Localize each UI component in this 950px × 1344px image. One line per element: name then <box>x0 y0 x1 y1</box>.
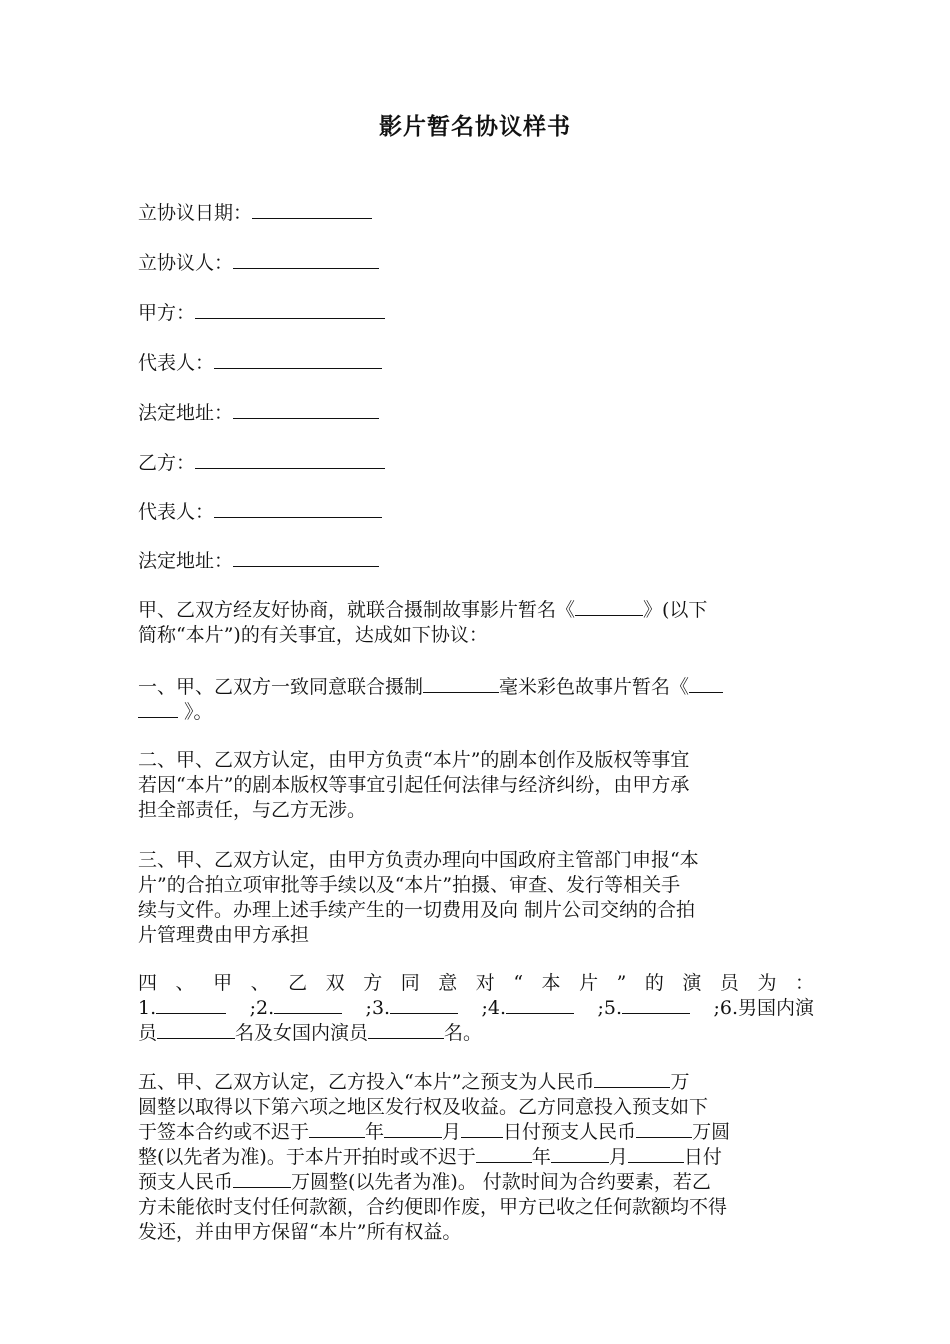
clause-text: 万 <box>670 1071 690 1093</box>
blank-line <box>233 400 379 419</box>
intro-text: 》(以下 <box>643 599 708 621</box>
blank-line <box>233 1170 291 1188</box>
clause-text: 日付预支人民币 <box>503 1121 637 1143</box>
clause-text: 整(以先者为准)。于本片开拍时或不迟于 <box>138 1146 476 1168</box>
clause-4 <box>138 971 814 1046</box>
field-label: 代表人： <box>138 501 215 523</box>
clause-text: 方未能依时支付任何款额，合约便即作废，甲方已收之任何款额均不得 <box>138 1196 728 1218</box>
clause-text: 发还，并由甲方保留“本片”所有权益。 <box>138 1221 462 1243</box>
blank-line <box>368 1021 444 1039</box>
blank-line <box>233 250 379 269</box>
clause-char: 员 <box>719 972 739 994</box>
clause-text: 若因“本片”的剧本版权等事宜引起任何法律与经济纠纷，由甲方承 <box>138 774 690 796</box>
blank-line <box>461 1120 503 1138</box>
blank-line <box>274 996 342 1014</box>
clause-text: ;2. <box>249 997 275 1019</box>
blank-line <box>214 350 382 369</box>
clause-text: 担全部责任，与乙方无涉。 <box>138 799 367 821</box>
clause-text: 年 <box>531 1146 551 1168</box>
blank-line <box>233 548 379 567</box>
blank-line <box>138 700 178 718</box>
party-a-field <box>138 300 385 326</box>
clause-char: “ <box>513 972 524 994</box>
clause-1 <box>138 675 814 725</box>
clause-text: 圆整以取得以下第六项之地区发行权及收益。乙方同意投入预支如下 <box>138 1096 709 1118</box>
clause-4-first-line <box>138 971 814 996</box>
clause-text: 三、甲、乙双方认定，由甲方负责办理向中国政府主管部门申报“本 <box>138 849 699 871</box>
intro-text: 甲、乙双方经友好协商，就联合摄制故事影片暂名《 <box>138 599 576 621</box>
blank-line <box>506 996 574 1014</box>
clause-text: 年 <box>365 1121 385 1143</box>
field-label: 立协议人： <box>138 252 234 274</box>
intro-text: 简称“本片”)的有关事宜，达成如下协议： <box>138 624 488 646</box>
clause-char: 的 <box>644 972 664 994</box>
clause-text: 预支人民币 <box>138 1171 234 1193</box>
parties-field <box>138 250 379 276</box>
document-title: 影片暂名协议样书 <box>379 113 571 140</box>
party-a-representative-field <box>138 350 382 376</box>
clause-text: 片”的合拍立项审批等手续以及“本片”拍摄、审查、发行等相关手 <box>138 874 681 896</box>
clause-text: 毫米彩色故事片暂名《 <box>499 676 690 698</box>
clause-char: 对 <box>475 972 495 994</box>
clause-char: 四 <box>138 972 158 994</box>
field-label: 法定地址： <box>138 550 234 572</box>
blank-line <box>423 675 499 693</box>
blank-line <box>195 450 385 469</box>
clause-4-actor-numbers <box>138 996 814 1021</box>
field-label: 代表人： <box>138 352 215 374</box>
clause-char: 方 <box>363 972 383 994</box>
party-b-address-field <box>138 548 379 574</box>
clause-char: 演 <box>682 972 702 994</box>
clause-5 <box>138 1070 814 1245</box>
clause-text: 1. <box>138 997 157 1019</box>
clause-char: 意 <box>438 972 458 994</box>
blank-line <box>628 1145 684 1163</box>
clause-text: 万圆整(以先者为准)。 付款时间为合约要素，若乙 <box>291 1171 711 1193</box>
clause-char: 本 <box>541 972 561 994</box>
clause-char: 同 <box>400 972 420 994</box>
field-label: 立协议日期： <box>138 202 253 224</box>
clause-text: 万圆 <box>692 1121 731 1143</box>
blank-line <box>195 300 385 319</box>
field-label: 甲方： <box>138 302 196 324</box>
party-a-address-field <box>138 400 379 426</box>
clause-char: 双 <box>325 972 345 994</box>
party-b-field <box>138 450 385 476</box>
clause-2 <box>138 748 814 823</box>
blank-line <box>622 996 690 1014</box>
clause-text: ;4. <box>481 997 507 1019</box>
clause-text: 于签本合约或不迟于 <box>138 1121 310 1143</box>
clause-text: 名。 <box>444 1022 483 1044</box>
blank-line <box>156 996 226 1014</box>
clause-text: 一、甲、乙双方一致同意联合摄制 <box>138 676 424 698</box>
agreement-date-field <box>138 200 372 226</box>
clause-text: 月 <box>608 1146 628 1168</box>
clause-text: ;6.男国内演 <box>713 997 814 1019</box>
blank-line <box>689 675 723 693</box>
party-b-representative-field <box>138 499 382 525</box>
clause-char: 乙 <box>288 972 308 994</box>
clause-text: 月 <box>442 1121 462 1143</box>
blank-line <box>594 1070 670 1088</box>
blank-line <box>157 1021 235 1039</box>
clause-char: 片 <box>579 972 599 994</box>
clause-text: 日付 <box>683 1146 722 1168</box>
clause-text: ;3. <box>365 997 391 1019</box>
blank-line <box>575 598 643 616</box>
clause-3 <box>138 848 814 948</box>
blank-line <box>636 1120 692 1138</box>
clause-char: 为 <box>757 972 777 994</box>
blank-line <box>214 499 382 518</box>
blank-line <box>476 1145 532 1163</box>
clause-text: 续与文件。办理上述手续产生的一切费用及向 制片公司交纳的合拍 <box>138 899 696 921</box>
clause-text: 名及女国内演员 <box>235 1022 369 1044</box>
clause-text: 五、甲、乙双方认定，乙方投入“本片”之预支为人民币 <box>138 1071 595 1093</box>
clause-text: 员 <box>138 1022 158 1044</box>
blank-line <box>309 1120 365 1138</box>
clause-char: 甲 <box>213 972 233 994</box>
field-label: 乙方： <box>138 452 196 474</box>
clause-text: ;5. <box>597 997 623 1019</box>
clause-char: ” <box>616 972 627 994</box>
blank-line <box>252 200 372 219</box>
clause-char: 、 <box>175 972 195 994</box>
clause-text: 片管理费由甲方承担 <box>138 924 310 946</box>
blank-line <box>551 1145 609 1163</box>
intro-paragraph <box>138 598 814 648</box>
blank-line <box>384 1120 442 1138</box>
clause-char: ： <box>794 972 814 994</box>
field-label: 法定地址： <box>138 402 234 424</box>
clause-char: 、 <box>250 972 270 994</box>
clause-text: 二、甲、乙双方认定，由甲方负责“本片”的剧本创作及版权等事宜 <box>138 749 690 771</box>
clause-text: 》。 <box>178 701 213 723</box>
blank-line <box>390 996 458 1014</box>
